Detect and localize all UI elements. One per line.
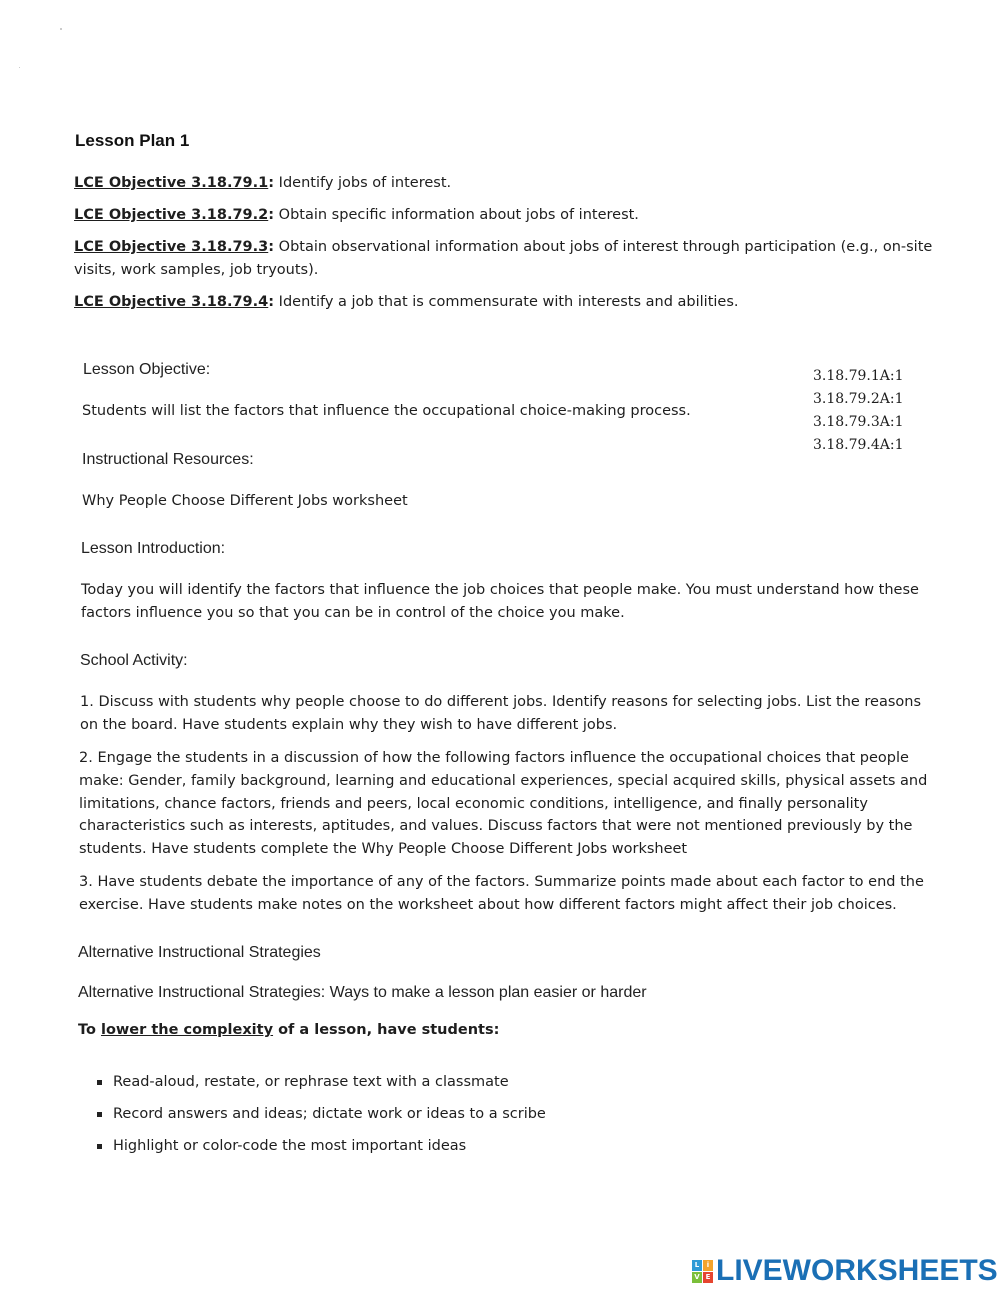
page-title: Lesson Plan 1	[75, 131, 190, 150]
activity-item-2-line: characteristics such as interests, aptitudes, and values. Discuss factors that were not mentioned previously by the	[79, 818, 913, 834]
liveworksheets-logo-mark-icon: L i V E	[692, 1260, 713, 1283]
activity-item-2-line: limitations, chance factors, friends and peers, local economic conditions, intelligence, and finally personality	[79, 796, 868, 812]
alternative-strategies-subheading: Alternative Instructional Strategies: Ways to make a lesson plan easier or harder	[78, 984, 647, 1001]
lesson-introduction-line: factors influence you so that you can be in control of the choice you make.	[81, 605, 625, 621]
alternative-strategies-heading: Alternative Instructional Strategies	[78, 944, 321, 961]
activity-item-2-line: students. Have students complete the Why People Choose Different Jobs worksheet	[79, 841, 688, 857]
lesson-objective-text: Students will list the factors that influence the occupational choice-making process.	[82, 403, 691, 419]
objective-text: Identify jobs of interest.	[274, 175, 452, 191]
activity-item-1-line: 1. Discuss with students why people choose to do different jobs. Identify reasons for selecting jobs. List the reasons	[80, 694, 922, 710]
standards-codes	[813, 365, 904, 457]
objective-code: LCE Objective 3.18.79.1	[74, 175, 269, 191]
lesson-introduction-line: Today you will identify the factors that influence the job choices that people make. You must understand how these	[81, 582, 919, 598]
liveworksheets-logo	[692, 1254, 998, 1288]
lce-objective-4: LCE Objective 3.18.79.4: Identify a job that is commensurate with interests and abilities.	[74, 294, 739, 310]
lce-objective-1: LCE Objective 3.18.79.1: Identify jobs of interest.	[74, 175, 452, 191]
liveworksheets-logo-text: LIVEWORKSHEETS	[716, 1254, 998, 1287]
activity-item-1-line: on the board. Have students explain why they wish to have different jobs.	[80, 717, 618, 733]
objective-text: Obtain observational information about jobs of interest through participation (e.g., on-site	[274, 239, 933, 255]
objective-text: Identify a job that is commensurate with interests and abilities.	[274, 294, 739, 310]
objective-code: LCE Objective 3.18.79.4	[74, 294, 269, 310]
standards-code: 3.18.79.2A:1	[813, 391, 904, 407]
lesson-introduction-heading: Lesson Introduction:	[81, 540, 226, 557]
activity-item-3-line: exercise. Have students make notes on the worksheet about how different factors might affect their job choices.	[79, 897, 897, 913]
standards-code: 3.18.79.4A:1	[813, 437, 904, 453]
lower-complexity-emphasis: lower the complexity	[100, 1022, 274, 1038]
lower-complexity-intro: To lower the complexity of a lesson, have students:	[78, 1022, 500, 1038]
standards-code: 3.18.79.3A:1	[813, 414, 904, 430]
school-activity-heading: School Activity:	[80, 652, 188, 669]
bullet-item: Record answers and ideas; dictate work or ideas to a scribe	[113, 1106, 546, 1122]
instructional-resources-text: Why People Choose Different Jobs worksheet	[82, 493, 408, 509]
scan-speck	[60, 28, 62, 30]
activity-item-2-line: 2. Engage the students in a discussion of how the following factors influence the occupational choices that people	[79, 750, 909, 766]
activity-item-3-line: 3. Have students debate the importance of any of the factors. Summarize points made about each factor to end the	[79, 874, 924, 890]
standards-code: 3.18.79.1A:1	[813, 368, 904, 384]
lce-objective-2: LCE Objective 3.18.79.2: Obtain specific information about jobs of interest.	[74, 207, 639, 223]
objective-code: LCE Objective 3.18.79.2	[74, 207, 269, 223]
bullet-icon	[97, 1112, 102, 1117]
bullet-item: Read-aloud, restate, or rephrase text with a classmate	[113, 1074, 509, 1090]
bullet-icon	[97, 1144, 102, 1149]
instructional-resources-heading: Instructional Resources:	[82, 451, 254, 468]
bullet-item: Highlight or color-code the most important ideas	[113, 1138, 467, 1154]
lce-objective-3-continued: visits, work samples, job tryouts).	[74, 262, 319, 278]
activity-item-2-line: make: Gender, family background, learning and educational experiences, special acquired skills, physical assets and	[79, 773, 928, 789]
scan-speck	[19, 67, 20, 68]
objective-text: Obtain specific information about jobs of interest.	[274, 207, 639, 223]
objective-code: LCE Objective 3.18.79.3	[74, 239, 269, 255]
bullet-icon	[97, 1080, 102, 1085]
lesson-objective-heading: Lesson Objective:	[83, 361, 211, 378]
lce-objective-3: LCE Objective 3.18.79.3: Obtain observational information about jobs of interest through participation (e.g., on-site	[74, 239, 933, 255]
